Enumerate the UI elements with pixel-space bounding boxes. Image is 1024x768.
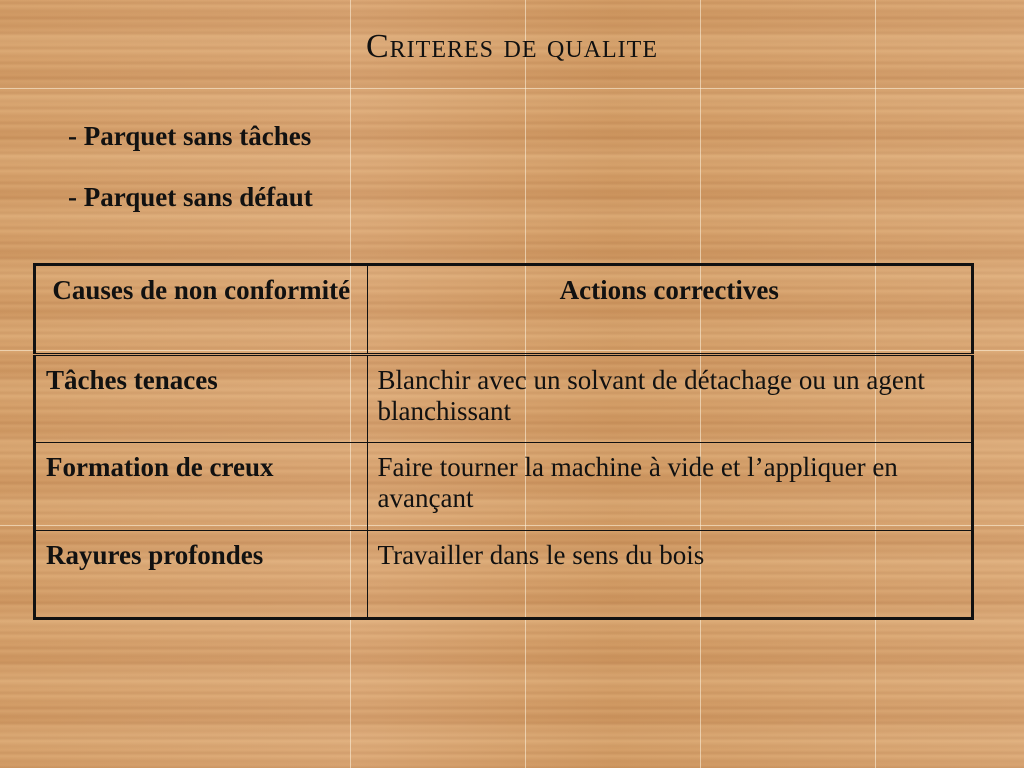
action-cell: Travailler dans le sens du bois <box>367 531 972 619</box>
action-cell: Blanchir avec un solvant de détachage ou un agent blanchissant <box>367 355 972 443</box>
bullet-item: - Parquet sans tâches <box>68 121 312 151</box>
header-causes: Causes de non conformité <box>35 265 368 355</box>
slide-title: Criteres de qualite <box>366 28 658 65</box>
table-row <box>35 531 973 619</box>
bullet-item: - Parquet sans défaut <box>68 182 313 212</box>
header-actions: Actions correctives <box>367 265 972 355</box>
cause-cell: Formation de creux <box>35 443 368 531</box>
background-gridline <box>0 88 1024 89</box>
cause-cell: Rayures profondes <box>35 531 368 619</box>
action-cell: Faire tourner la machine à vide et l’appliquer en avançant <box>367 443 972 531</box>
quality-table <box>33 263 974 620</box>
table-row <box>35 443 973 531</box>
cause-cell: Tâches tenaces <box>35 355 368 443</box>
table-row <box>35 355 973 443</box>
table-header-row <box>35 265 973 355</box>
